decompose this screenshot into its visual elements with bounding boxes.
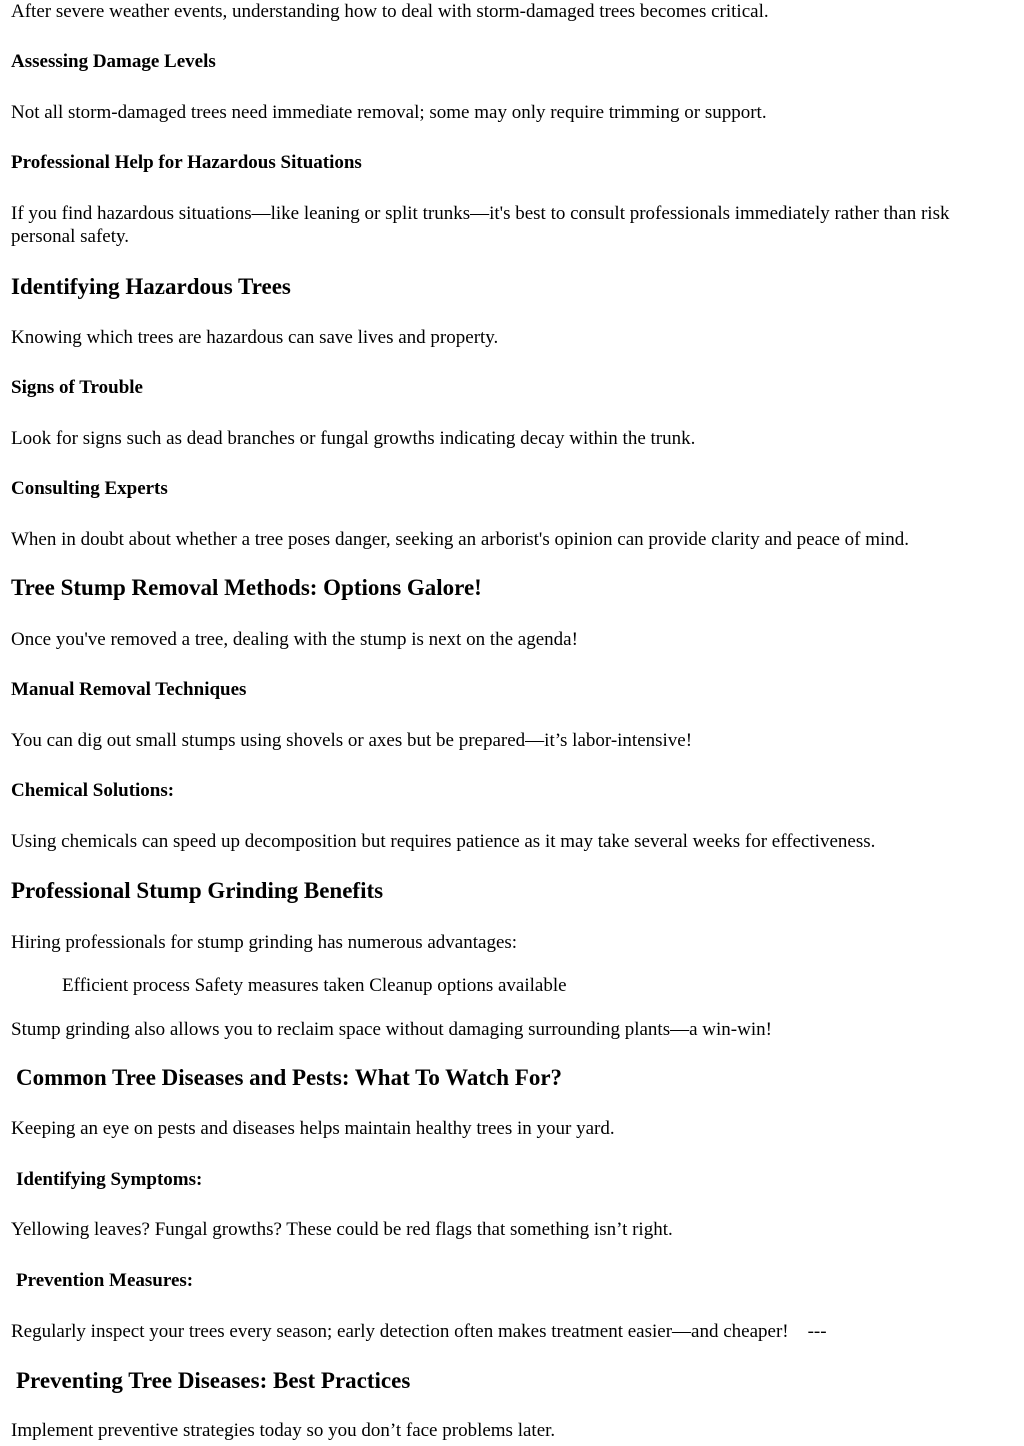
paragraph-professional-help: If you find hazardous situations—like leaning or split trunks—it's best to consult professionals immediately rather than risk personal safety. xyxy=(11,203,950,247)
paragraph-tree-diseases-pests: Keeping an eye on pests and diseases helps maintain healthy trees in your yard. xyxy=(11,1118,615,1139)
paragraph-chemical-solutions: Using chemicals can speed up decomposition but requires patience as it may take several weeks for effectiveness. xyxy=(11,831,876,852)
paragraph-stump-grinding-after: Stump grinding also allows you to reclaim space without damaging surrounding plants—a win-win! xyxy=(11,1019,772,1040)
intro-paragraph: After severe weather events, understanding how to deal with storm-damaged trees becomes critical. xyxy=(11,1,769,22)
heading-signs-of-trouble: Signs of Trouble xyxy=(11,377,143,398)
heading-manual-removal: Manual Removal Techniques xyxy=(11,679,247,700)
paragraph-assessing-damage: Not all storm-damaged trees need immediate removal; some may only require trimming or support. xyxy=(11,102,767,123)
list-grinding-advantages: Efficient process Safety measures taken Cleanup options available xyxy=(62,975,567,996)
paragraph-identifying-hazardous-trees: Knowing which trees are hazardous can save lives and property. xyxy=(11,327,499,348)
heading-professional-help: Professional Help for Hazardous Situations xyxy=(11,152,362,173)
heading-assessing-damage: Assessing Damage Levels xyxy=(11,51,216,72)
paragraph-manual-removal: You can dig out small stumps using shovels or axes but be prepared—it’s labor-intensive! xyxy=(11,730,693,751)
paragraph-stump-grinding-benefits: Hiring professionals for stump grinding has numerous advantages: xyxy=(11,932,518,953)
paragraph-consulting-experts: When in doubt about whether a tree poses danger, seeking an arborist's opinion can provide clarity and peace of mind. xyxy=(11,529,910,550)
heading-tree-diseases-pests: Common Tree Diseases and Pests: What To Watch For? xyxy=(16,1065,563,1090)
heading-prevention-measures: Prevention Measures: xyxy=(16,1270,194,1291)
paragraph-signs-of-trouble: Look for signs such as dead branches or fungal growths indicating decay within the trunk. xyxy=(11,428,696,449)
paragraph-prevention-measures: Regularly inspect your trees every season; early detection often makes treatment easier—and cheaper! --- xyxy=(11,1321,827,1342)
paragraph-identifying-symptoms: Yellowing leaves? Fungal growths? These could be red flags that something isn’t right. xyxy=(11,1219,673,1240)
heading-identifying-symptoms: Identifying Symptoms: xyxy=(16,1169,203,1190)
paragraph-stump-removal-methods: Once you've removed a tree, dealing with the stump is next on the agenda! xyxy=(11,629,578,650)
heading-preventing-tree-diseases: Preventing Tree Diseases: Best Practices xyxy=(16,1368,411,1393)
heading-stump-grinding-benefits: Professional Stump Grinding Benefits xyxy=(11,878,384,903)
heading-consulting-experts: Consulting Experts xyxy=(11,478,168,499)
heading-chemical-solutions: Chemical Solutions: xyxy=(11,780,175,801)
heading-stump-removal-methods: Tree Stump Removal Methods: Options Galore! xyxy=(11,575,482,600)
paragraph-preventing-tree-diseases: Implement preventive strategies today so you don’t face problems later. xyxy=(11,1420,556,1441)
heading-identifying-hazardous-trees: Identifying Hazardous Trees xyxy=(11,274,291,299)
